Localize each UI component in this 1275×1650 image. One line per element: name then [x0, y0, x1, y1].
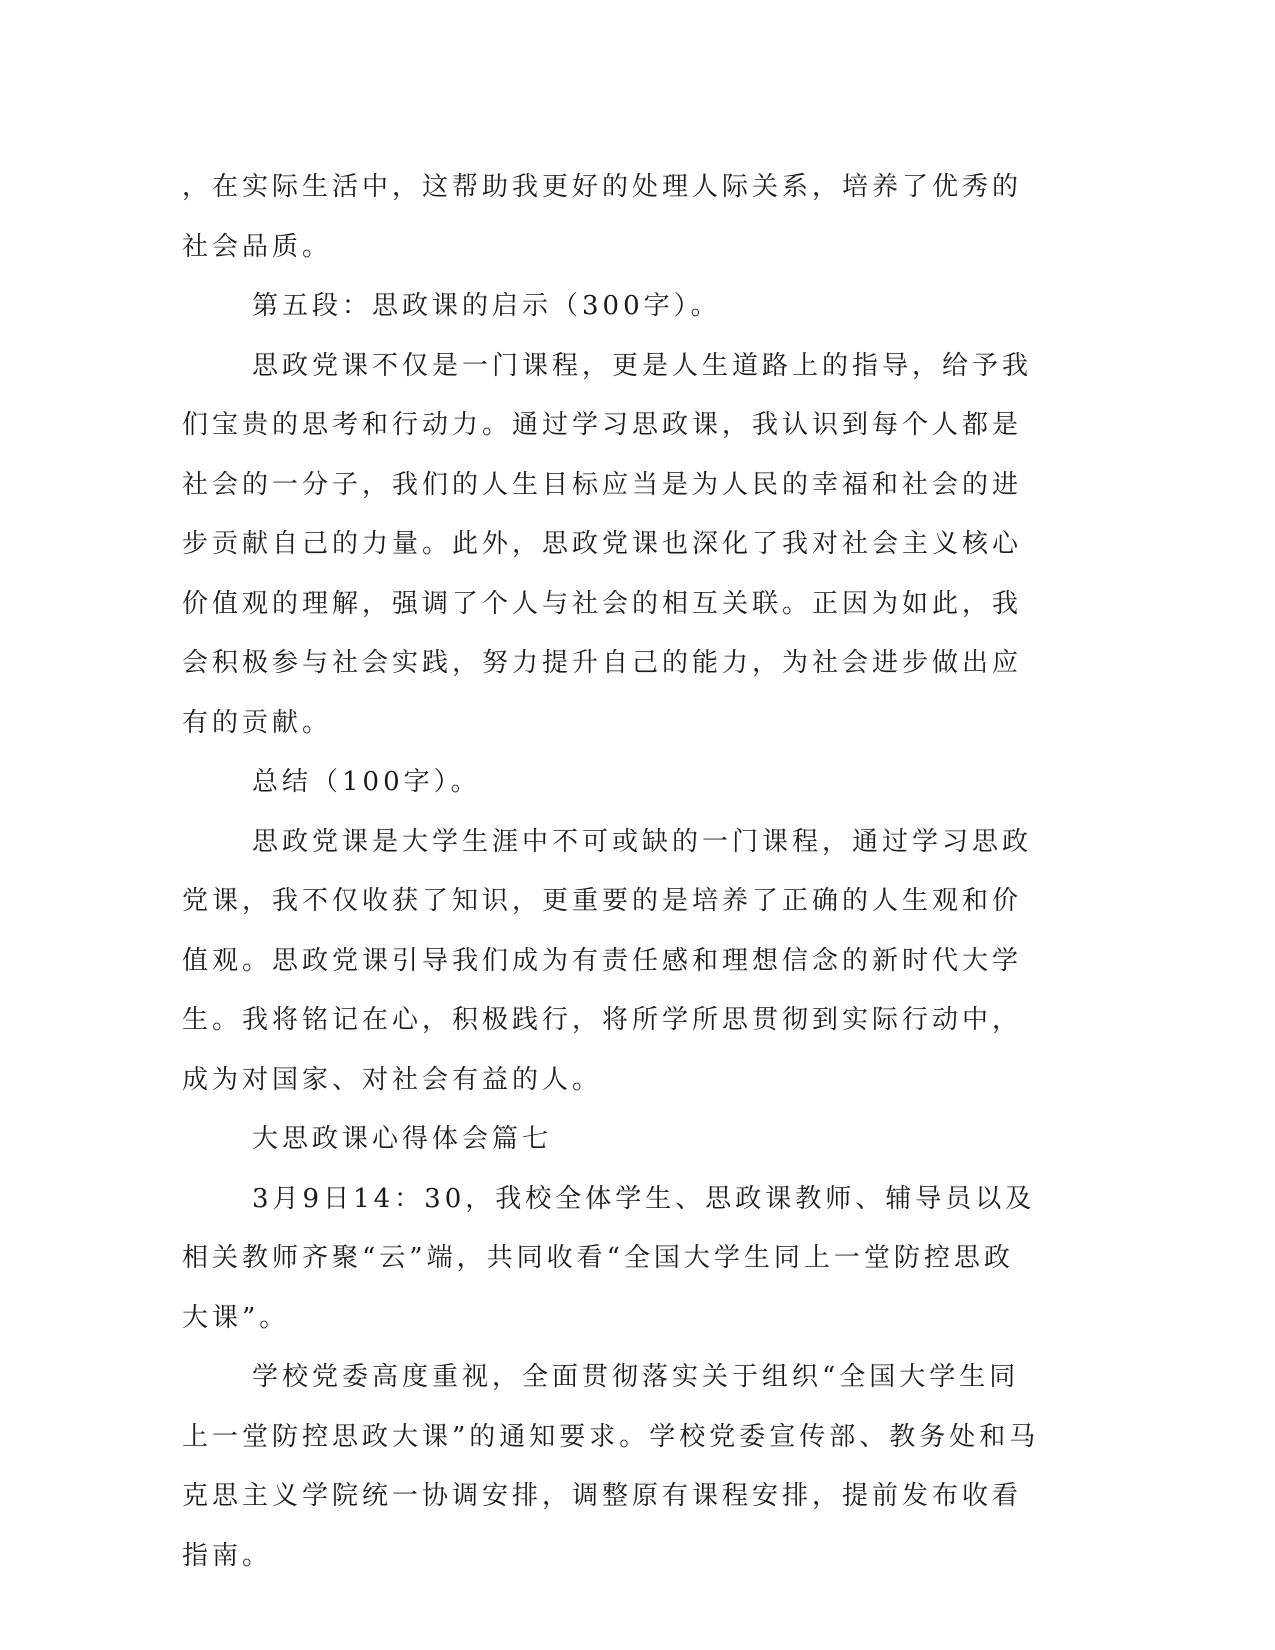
article-title-seven: 大思政课心得体会篇七: [252, 1124, 553, 1154]
section-heading-summary: 总结（100字）。: [252, 767, 481, 797]
paragraph-inspiration: 思政党课不仅是一门课程，更是人生道路上的指导，给予我们宝贵的思考和行动力。通过学习思政课，我认识到每个人都是社会的一分子，我们的人生目标应当是为人民的幸福和社会的进步贡献自己的力量。此外，思政党课也深化了我对社会主义核心价值观的理解，强调了个人与社会的相互关联。正因为如此，我会积极参与社会实践，努力提升自己的能力，为社会进步做出应有的贡献。: [182, 350, 1033, 738]
paragraph-summary: 思政党课是大学生涯中不可或缺的一门课程，通过学习思政党课，我不仅收获了知识，更重要的是培养了正确的人生观和价值观。思政党课引导我们成为有责任感和理想信念的新时代大学生。我将铭记在心，积极践行，将所学所思贯彻到实际行动中，成为对国家、对社会有益的人。: [182, 826, 1033, 1095]
document-body: [182, 158, 1042, 1586]
section-heading-five: 第五段：思政课的启示（300字）。: [252, 291, 721, 321]
paragraph-event: 3月9日14：30，我校全体学生、思政课教师、辅导员以及相关教师齐聚“云”端，共同收看“全国大学生同上一堂防控思政大课”。: [182, 1183, 1036, 1333]
paragraph-arrangement: 学校党委高度重视，全面贯彻落实关于组织“全国大学生同上一堂防控思政大课”的通知要求。学校党委宣传部、教务处和马克思主义学院统一协调安排，调整原有课程安排，提前发布收看指南。: [182, 1362, 1040, 1571]
paragraph-continuation: ，在实际生活中，这帮助我更好的处理人际关系，培养了优秀的社会品质。: [182, 172, 1023, 262]
